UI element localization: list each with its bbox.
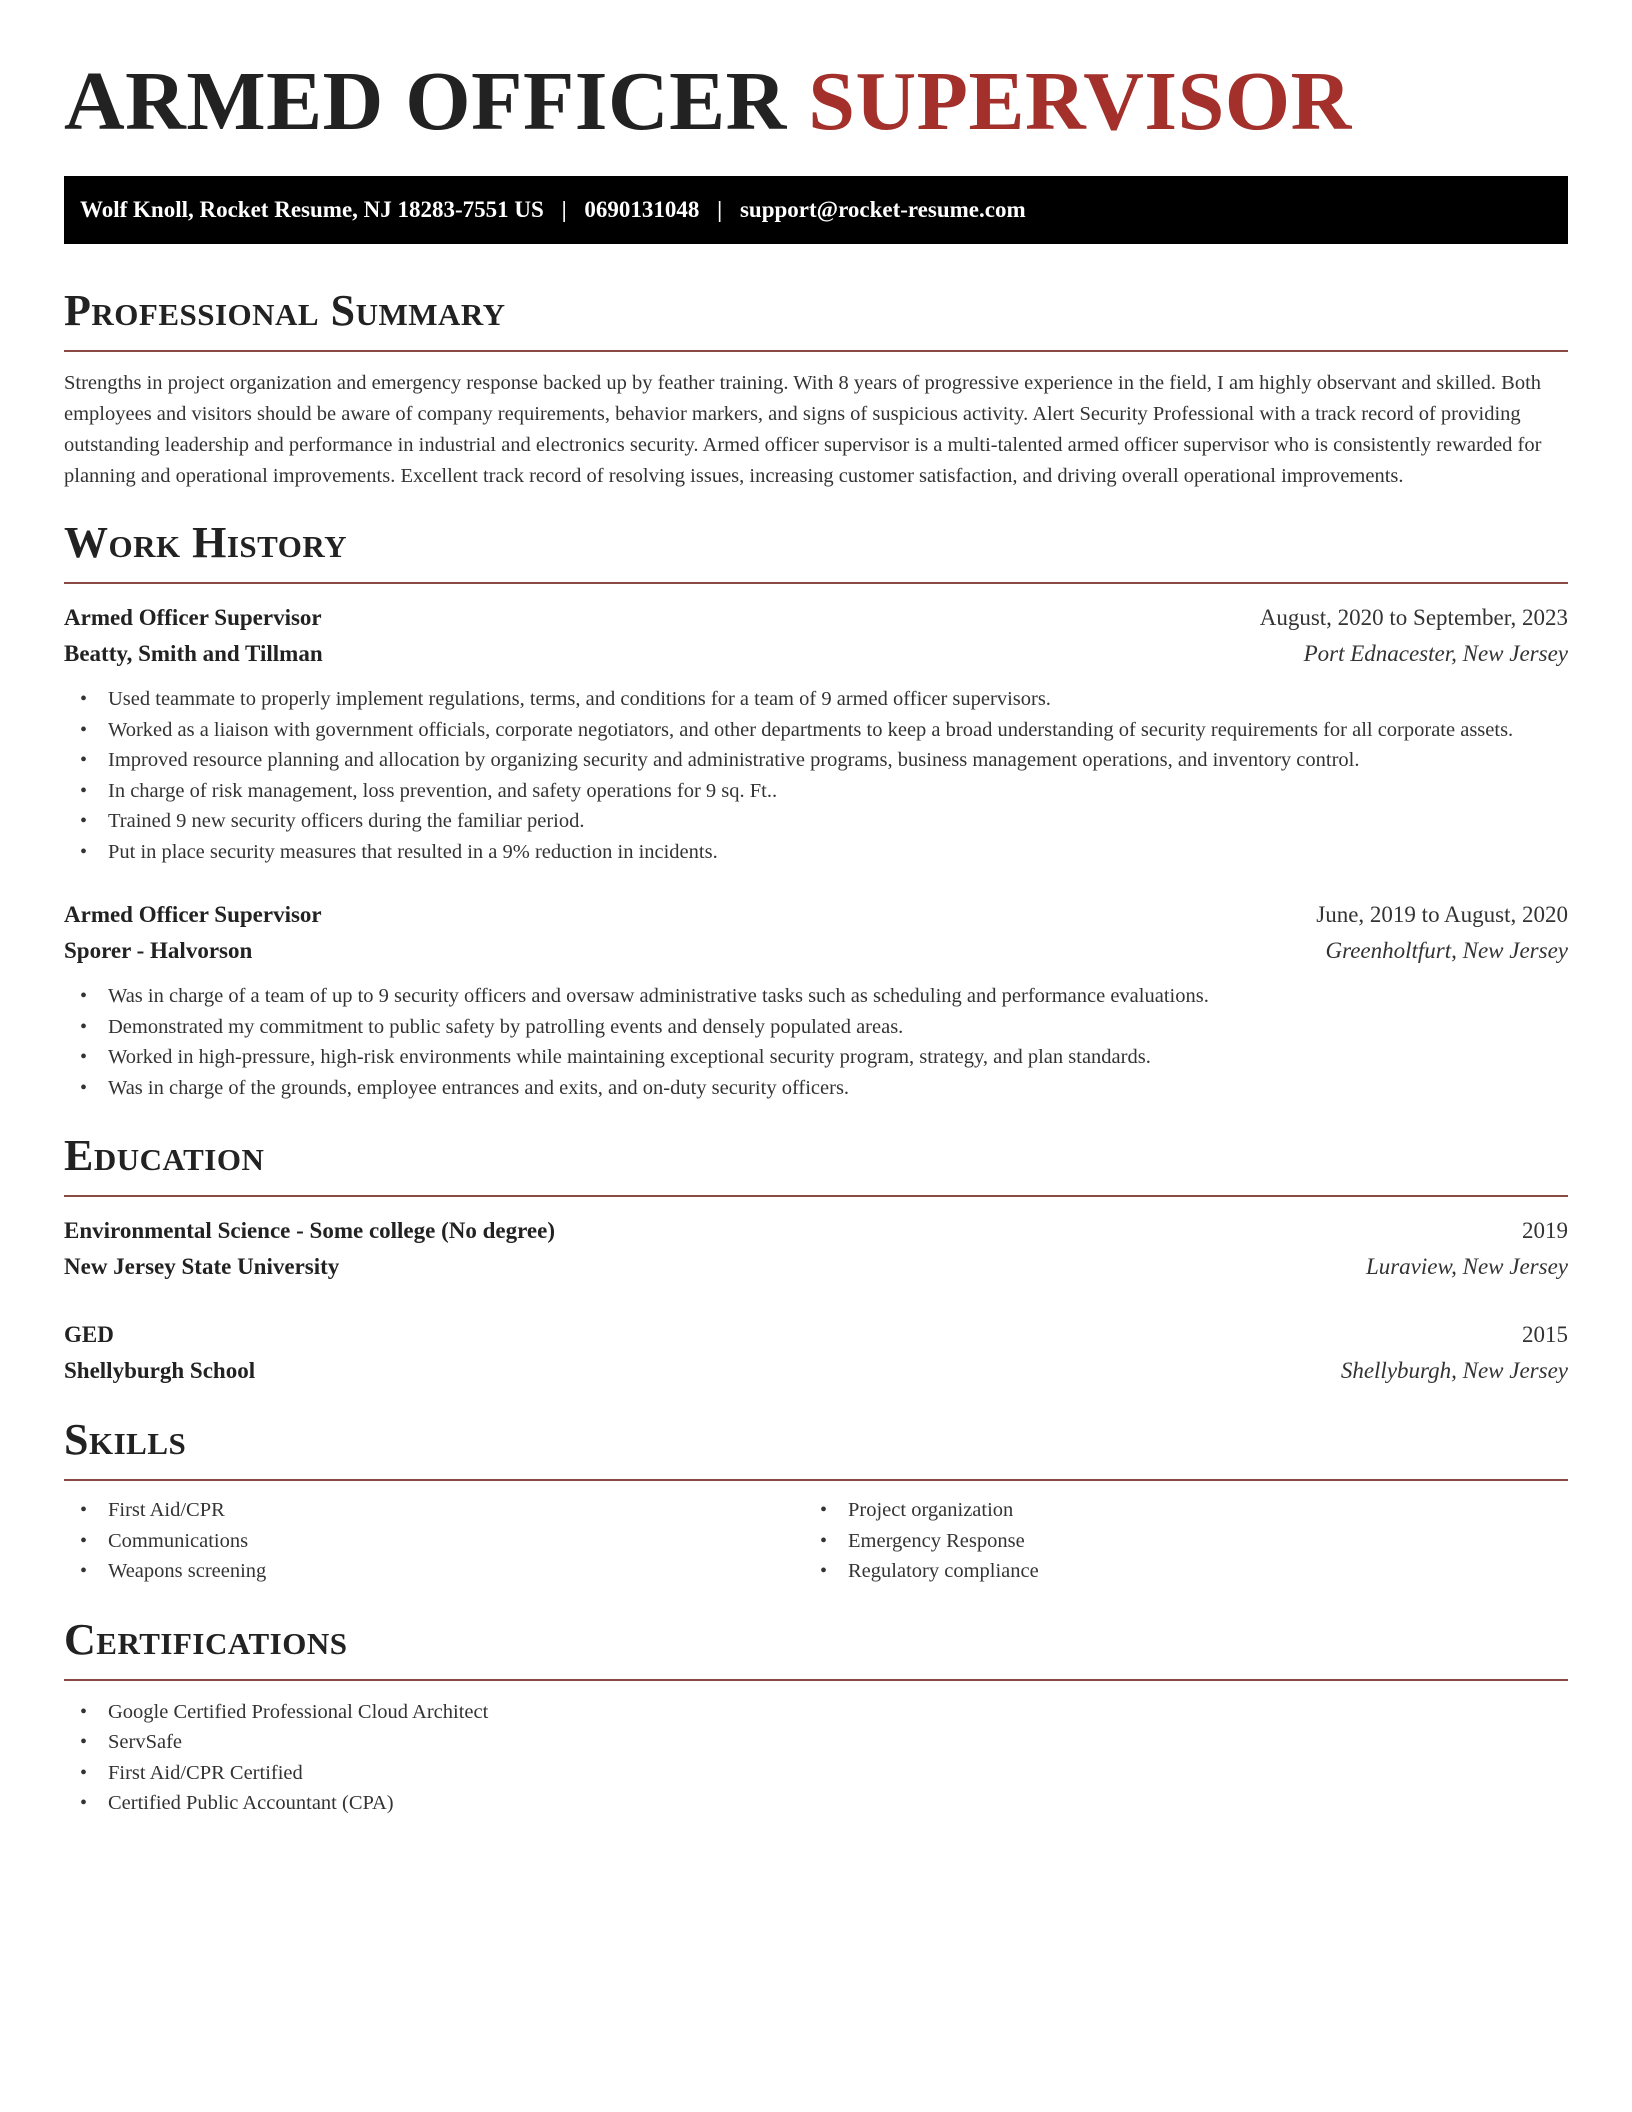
skills-heading: Skills [64,1415,187,1464]
work-history-heading: Work History [64,518,348,567]
skills-columns [64,1495,1568,1587]
education-degree: GED [64,1322,114,1347]
skill-item: • Weapons screening [64,1556,804,1587]
certification-item: • ServSafe [64,1727,1568,1758]
list-item: • Worked in high-pressure, high-risk environments while maintaining exceptional security program, strategy, and plan standards. [64,1042,1568,1073]
summary-text: Strengths in project organization and emergency response backed up by feather training. With 8 years of progressive experience in the field, I am highly observant and skilled. Both employees and visitors should be aware of company requirements, behavior markers, and signs of suspicious activity. Alert Security Professional with a track record of providing outstanding leadership and performance in industrial and electronics security. Armed officer supervisor is a multi-talented armed officer supervisor who is consistently rewarded for planning and operational improvements. Excellent track record of resolving issues, increasing customer satisfaction, and driving overall operational improvements. [64,372,1542,487]
resume-page [64,0,1568,1819]
job-bullets [64,684,1568,867]
list-item: • Used teammate to properly implement regulations, terms, and conditions for a team of 9 armed officer supervisors. [64,684,1568,715]
job-company: Sporer - Halvorson [64,938,253,963]
skill-item: • Emergency Response [804,1526,1544,1557]
education-entry [64,1213,1568,1285]
certification-item: • Google Certified Professional Cloud Architect [64,1697,1568,1728]
certifications-list [64,1697,1568,1819]
job-entry [64,600,1568,867]
contact-email: support@rocket-resume.com [739,197,1026,222]
education-heading: Education [64,1131,265,1180]
job-location: Port Ednacester, New Jersey [1303,641,1568,666]
section-divider [64,1479,1568,1481]
education-location: Shellyburgh, New Jersey [1340,1358,1568,1383]
certification-item: • First Aid/CPR Certified [64,1758,1568,1789]
list-item: • Trained 9 new security officers during the familiar period. [64,806,1568,837]
summary-section [64,286,1568,492]
education-entry [64,1317,1568,1389]
title-main: ARMED OFFICER [64,55,787,148]
list-item: • Demonstrated my commitment to public safety by patrolling events and densely populated areas. [64,1012,1568,1043]
job-title: Armed Officer Supervisor [64,902,322,927]
education-year: 2019 [1522,1218,1568,1243]
skill-item: • First Aid/CPR [64,1495,804,1526]
education-year: 2015 [1522,1322,1568,1347]
title-accent: SUPERVISOR [808,55,1352,148]
section-divider [64,350,1568,352]
job-location: Greenholtfurt, New Jersey [1325,938,1568,963]
education-section [64,1131,1568,1389]
education-school: Shellyburgh School [64,1358,256,1383]
contact-address: Wolf Knoll, Rocket Resume, NJ 18283-7551 US [80,197,544,222]
section-divider [64,582,1568,584]
contact-bar [64,176,1568,244]
job-company: Beatty, Smith and Tillman [64,641,323,666]
skills-column-left [64,1495,804,1587]
education-location: Luraview, New Jersey [1365,1254,1568,1279]
contact-separator: | [717,197,723,222]
job-title: Armed Officer Supervisor [64,605,322,630]
list-item: • Worked as a liaison with government officials, corporate negotiators, and other departments to keep a broad understanding of security requirements for all corporate assets. [64,715,1568,746]
certifications-heading: Certifications [64,1614,348,1664]
job-bullets [64,981,1568,1103]
job-dates: June, 2019 to August, 2020 [1316,902,1568,927]
certification-item: • Certified Public Accountant (CPA) [64,1788,1568,1819]
resume-title [64,55,1568,148]
skill-item: • Communications [64,1526,804,1557]
list-item: • Put in place security measures that resulted in a 9% reduction in incidents. [64,837,1568,868]
job-entry [64,897,1568,1103]
summary-heading: Professional Summary [64,286,506,335]
education-degree: Environmental Science - Some college (No degree) [64,1218,555,1243]
work-history-section [64,518,1568,1103]
list-item: • Was in charge of a team of up to 9 security officers and oversaw administrative tasks such as scheduling and performance evaluations. [64,981,1568,1012]
skills-section [64,1415,1568,1587]
skills-column-right [804,1495,1544,1587]
education-school: New Jersey State University [64,1254,340,1279]
list-item: • Was in charge of the grounds, employee entrances and exits, and on-duty security officers. [64,1073,1568,1104]
skill-item: • Project organization [804,1495,1544,1526]
section-divider [64,1195,1568,1197]
contact-phone: 0690131048 [584,197,700,222]
list-item: • In charge of risk management, loss prevention, and safety operations for 9 sq. Ft.. [64,776,1568,807]
contact-separator: | [561,197,567,222]
list-item: • Improved resource planning and allocation by organizing security and administrative programs, business management operations, and inventory control. [64,745,1568,776]
skill-item: • Regulatory compliance [804,1556,1544,1587]
section-divider [64,1679,1568,1681]
certifications-section [64,1615,1568,1819]
job-dates: August, 2020 to September, 2023 [1259,605,1568,630]
